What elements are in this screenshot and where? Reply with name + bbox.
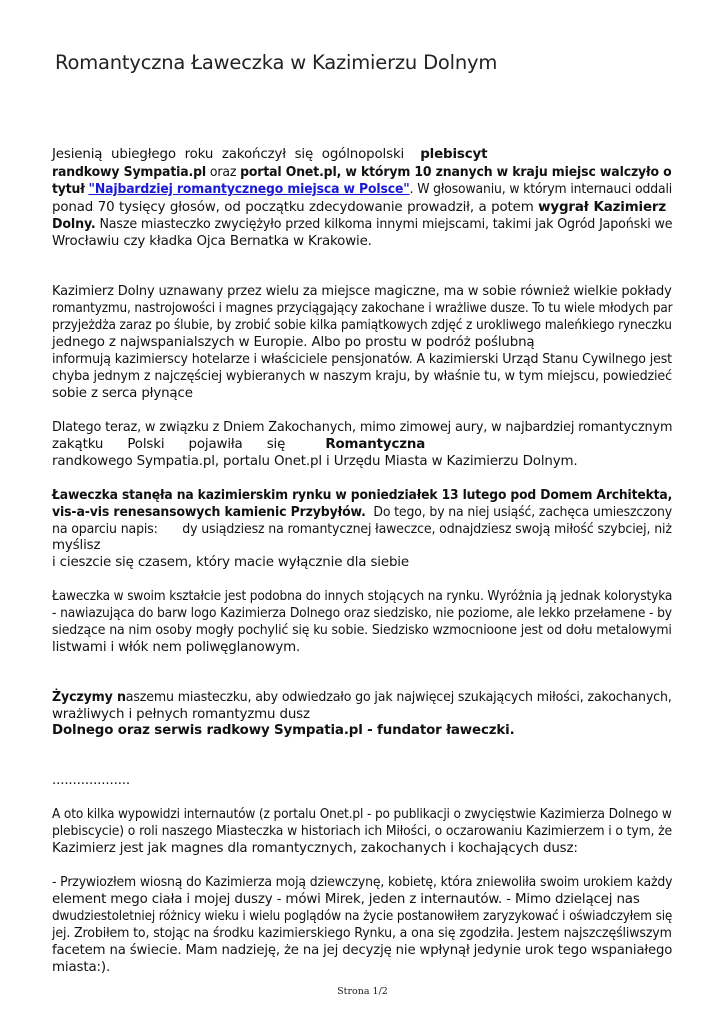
p5-line-2: - nawiazująca do barw logo Kazimierza Dolnego oraz siedzisko, nie poziome, ale lekko przełamene - by bbox=[52, 606, 672, 621]
p8-line-3: dwudziestoletniej różnicy wieku i wielu poglądów na życie postanowiłem zaryzykować i oświadczyłem się bbox=[52, 909, 673, 924]
p1-text: Wrocławiu czy kładka Ojca Bernatka w Krakowie. bbox=[52, 234, 372, 249]
p1-line-1 bbox=[52, 146, 487, 163]
p2-line-7: sobie z serca płynące bbox=[52, 386, 193, 401]
page-footer: Strona 1/2 bbox=[337, 986, 388, 997]
p1-line-3 bbox=[52, 181, 672, 198]
p1-bold: randkowy Sympatia.pl bbox=[52, 165, 207, 180]
p4-line-5: i cieszcie się czasem, który macie wyłącznie dla siebie bbox=[52, 555, 409, 570]
p3-line-2 bbox=[52, 436, 425, 453]
p1-bold: Dolny. bbox=[52, 217, 96, 232]
p4-text: na oparciu napis: bbox=[52, 522, 158, 537]
p2-line-2: romantyzmu, nastrojowości i magnes przyciągający zakochane i wrażliwe dusze. To tu wiele młodych par bbox=[52, 301, 673, 316]
p1-line-6 bbox=[52, 233, 372, 250]
dots-separator: ................... bbox=[52, 773, 131, 788]
p8-line-1: - Przywiozłem wiosną do Kazimierza moją dziewczynę, kobietę, która zniewoliła swoim urokiem każdy bbox=[52, 875, 673, 890]
p4-bold: vis-a-vis renesansowych kamienic Przybyłów. bbox=[52, 505, 366, 520]
p1-line-4 bbox=[52, 199, 666, 216]
p7-line-1: A oto kilka wypowidzi internautów (z portalu Onet.pl - po publikacji o zwycięstwie Kazimierza Dolnego w bbox=[52, 807, 672, 822]
p4-text: dy usiądziesz na romantycznej ławeczce, odnajdziesz swoją miłość szybciej, niż bbox=[182, 522, 672, 537]
p6-line-1 bbox=[52, 689, 672, 706]
p5-line-1: Ławeczka w swoim kształcie jest podobna do innych stojących na rynku. Wyróżnia ją jednak kolorystyka bbox=[52, 589, 673, 604]
p1-line-5 bbox=[52, 216, 672, 233]
p2-line-1: Kazimierz Dolny uznawany przez wielu za miejsce magiczne, ma w sobie również wielkie pokłady bbox=[52, 284, 672, 299]
p1-text: oraz bbox=[206, 165, 241, 180]
p6-line-2: wrażliwych i pełnych romantyzmu dusz bbox=[52, 707, 310, 722]
p2-line-5: informują kazimierscy hotelarze i właściciele pensjonatów. A kazimierski Urząd Stanu Cywilnego jest bbox=[52, 352, 672, 367]
p4-line-2 bbox=[52, 504, 672, 521]
p6-text: aszemu miasteczku, aby odwiedzało go jak najwięcej szukających miłości, zakochanych, bbox=[125, 690, 672, 705]
p4-line-3 bbox=[52, 521, 672, 538]
p4-line-4: myślisz bbox=[52, 538, 101, 553]
p3-bold: Romantyczna bbox=[325, 437, 426, 452]
p7-line-2: plebiscycie) o roli naszego Miasteczka w historiach ich Miłości, o oczarowaniu Kazimierzem i o tym, że bbox=[52, 824, 673, 839]
p4-text: Do tego, by na niej usiąść, zachęca umieszczony bbox=[365, 505, 673, 520]
p1-text: Jesienią ubiegłego roku zakończył się ogólnopolski bbox=[52, 147, 405, 162]
p2-line-3: przyjeżdża zaraz po ślubie, by zrobić sobie kilka pamiątkowych zdjęć z urokliwego maleńkiego ryneczku bbox=[52, 318, 672, 333]
p5-line-4: listwami i włók nem poliwęglanowym. bbox=[52, 640, 301, 655]
p3-line-1: Dlatego teraz, w związku z Dniem Zakochanych, mimo zimowej aury, w najbardziej romantycznym bbox=[52, 420, 673, 435]
p8-line-6: miasta:). bbox=[52, 960, 111, 975]
p1-text: . W głosowaniu, w którym internauci oddali bbox=[409, 182, 673, 197]
plebiscite-link[interactable]: "Najbardziej romantycznego miejsca w Polsce" bbox=[88, 182, 410, 197]
p1-bold: plebiscyt bbox=[420, 147, 488, 162]
p2-line-4: jednego z najwspanialszych w Europie. Albo po prostu w podróż poślubną bbox=[52, 335, 535, 350]
p8-line-2: element mego ciała i mojej duszy - mówi Mirek, jeden z internautów. - Mimo dzielącej nas bbox=[52, 892, 640, 907]
p2-line-6: chyba jednym z najczęściej wybieranych w naszym kraju, by właśnie tu, w tym miejscu, powiedzieć bbox=[52, 369, 672, 384]
p1-bold: portal Onet.pl, w którym 10 znanych w kraju miejsc walczyło o bbox=[240, 165, 672, 180]
p1-line-2 bbox=[52, 164, 672, 181]
p3-word: Polski bbox=[127, 437, 165, 452]
p3-word: pojawiła bbox=[188, 437, 243, 452]
p1-text: ponad 70 tysięcy głosów, od początku zdecydowanie prowadził, a potem bbox=[52, 200, 534, 215]
p3-word: zakątku bbox=[52, 437, 104, 452]
p1-text: Nasze miasteczko zwyciężyło przed kilkoma innymi miejscami, takimi jak Ogród Japoński we bbox=[95, 217, 673, 232]
document-title: Romantyczna Ławeczka w Kazimierzu Dolnym bbox=[55, 51, 498, 74]
p6-line-3: Dolnego oraz serwis radkowy Sympatia.pl - fundator ławeczki. bbox=[52, 723, 515, 738]
p7-line-3: Kazimierz jest jak magnes dla romantycznych, zakochanych i kochających dusz: bbox=[52, 841, 578, 856]
p4-line-1: Ławeczka stanęła na kazimierskim rynku w poniedziałek 13 lutego pod Domem Architekta, bbox=[52, 488, 673, 503]
p3-word: się bbox=[266, 437, 286, 452]
p8-line-5: facetem na świecie. Mam nadzieję, że na jej decyzję nie wpłynął jedynie urok tego wspaniałego bbox=[52, 943, 673, 958]
p6-bold: Życzymy n bbox=[52, 690, 126, 705]
p1-bold: wygrał Kazimierz bbox=[538, 200, 666, 215]
p8-line-4: jej. Zrobiłem to, stojąc na środku kazimierskiego Rynku, a ona się zgodziła. Jestem najszczęśliwszym bbox=[52, 926, 672, 941]
p3-line-3: randkowego Sympatia.pl, portalu Onet.pl i Urzędu Miasta w Kazimierzu Dolnym. bbox=[52, 454, 578, 469]
p5-line-3: siedzące na nim osoby mogły pochylić się ku sobie. Siedzisko wzmocnioone jest od dołu metalowymi bbox=[52, 623, 672, 638]
p1-bold: tytuł bbox=[52, 182, 85, 197]
